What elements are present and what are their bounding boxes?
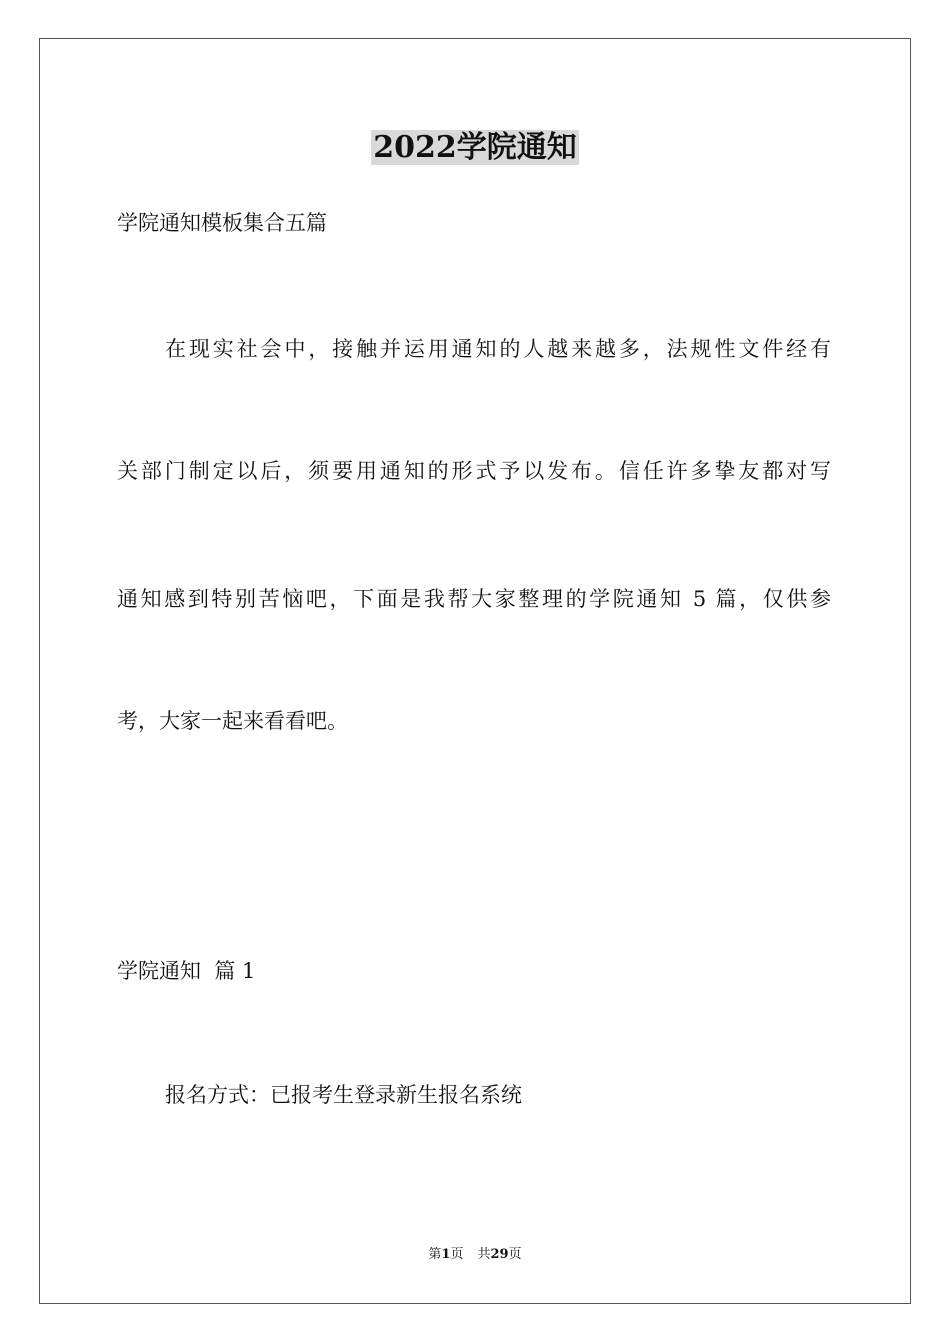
section-body-text: 报名方式：已报考生登录新生报名系统 [165,1083,522,1107]
intro-paragraph-line: 通知感到特别苦恼吧，下面是我帮大家整理的学院通知 5 篇，仅供参 [117,587,831,611]
page-prefix: 第 [428,1247,442,1262]
document-subtitle: 学院通知模板集合五篇 [117,211,327,235]
total-prefix: 共 [477,1247,491,1262]
total-page-count: 29 [490,1247,509,1262]
page-suffix: 页 [450,1247,464,1262]
intro-paragraph-line: 在现实社会中，接触并运用通知的人越来越多，法规性文件经有 [165,337,831,361]
page-footer [0,1246,950,1264]
total-suffix: 页 [508,1247,522,1262]
section-heading: 学院通知 篇 1 [117,959,256,983]
intro-paragraph-line: 考，大家一起来看看吧。 [117,709,348,733]
current-page-number: 1 [441,1247,451,1262]
document-title [0,128,950,168]
intro-paragraph-line: 关部门制定以后，须要用通知的形式予以发布。信任许多挚友都对写 [117,459,831,483]
document-title-text: 2022学院通知 [373,130,577,165]
